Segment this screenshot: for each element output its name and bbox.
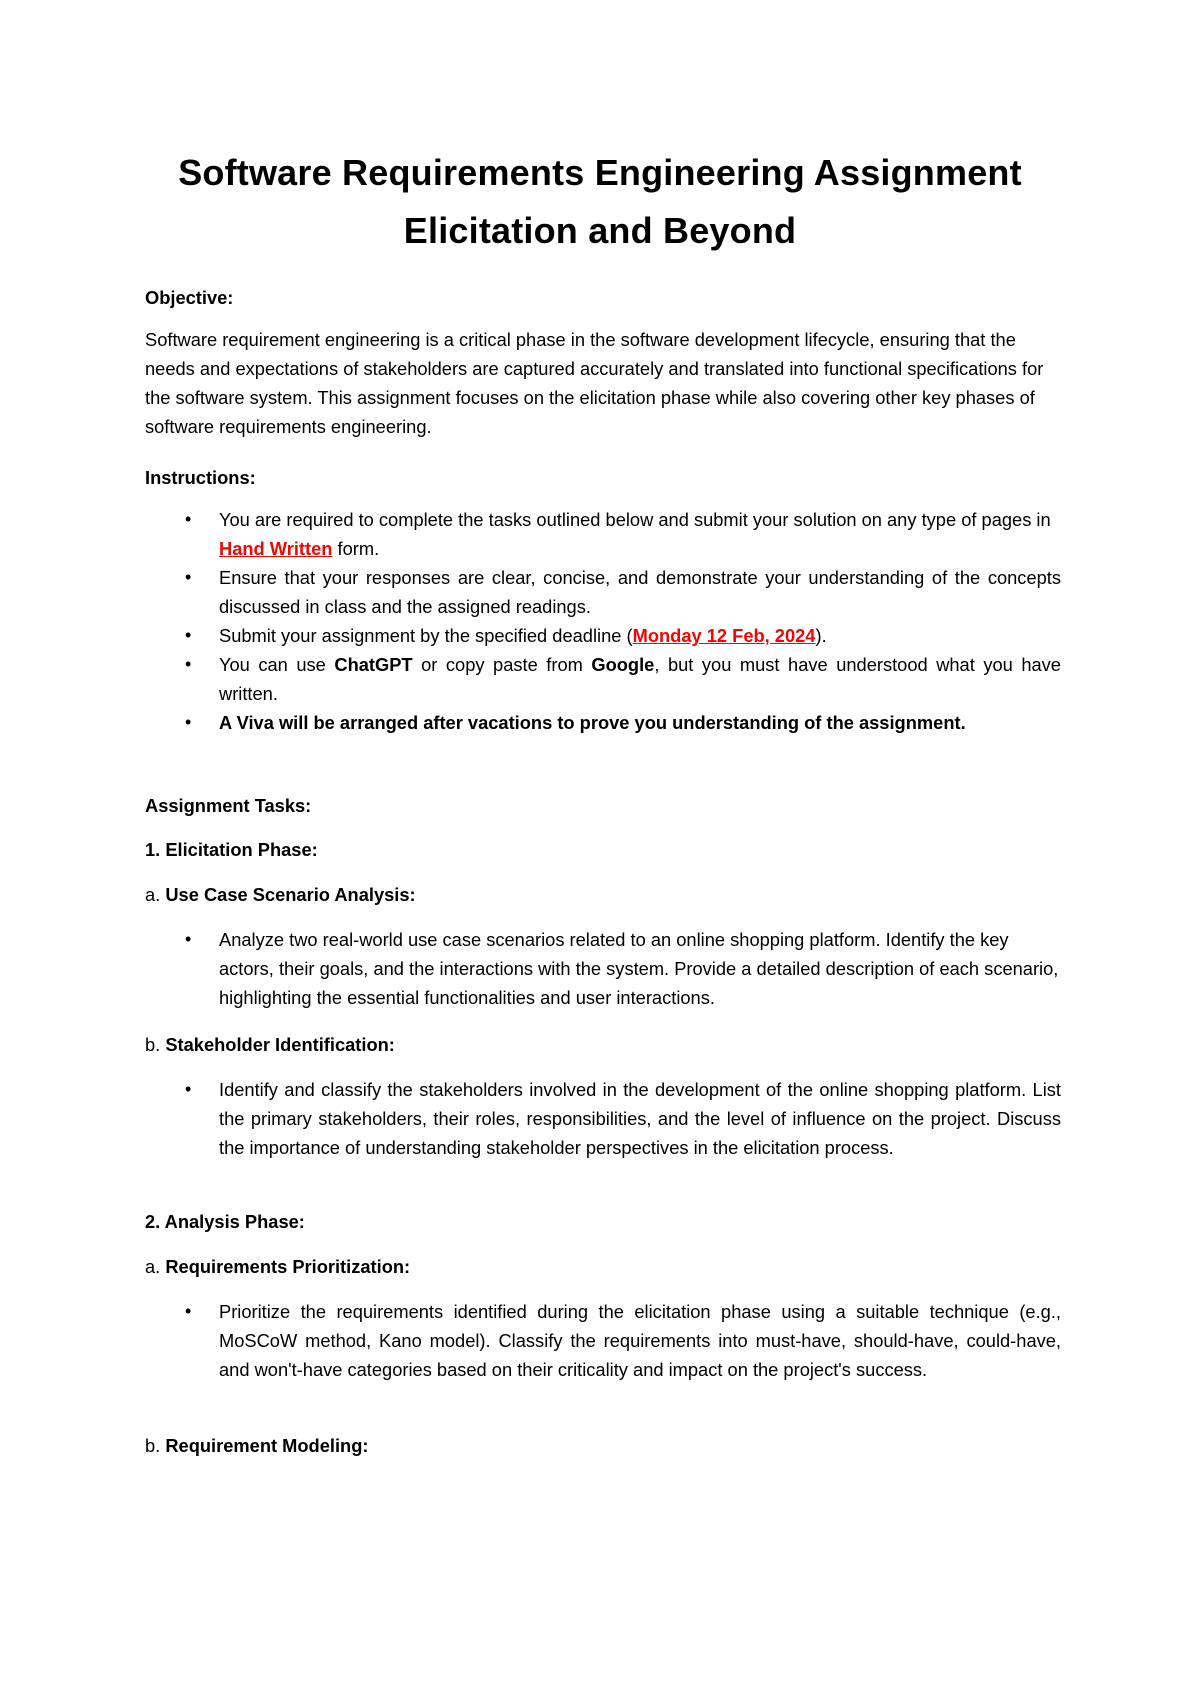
- prioritization-heading: a. Requirements Prioritization:: [145, 1256, 411, 1277]
- assignment-tasks-heading: Assignment Tasks:: [145, 795, 312, 816]
- instruction-text: ).: [815, 625, 827, 646]
- instruction-text: or copy paste from: [412, 654, 592, 675]
- hand-written-highlight: Hand Written: [219, 538, 333, 559]
- title-line-1: Software Requirements Engineering Assignment: [178, 152, 1022, 193]
- list-item: [145, 505, 1061, 563]
- bullet-icon: •: [185, 654, 192, 674]
- use-case-list: [145, 925, 1061, 1012]
- google-bold: Google: [591, 654, 655, 675]
- instruction-text: Submit your assignment by the specified deadline (: [219, 625, 633, 646]
- objective-heading: Objective:: [145, 287, 234, 308]
- list-item: [145, 563, 1061, 621]
- list-item: [145, 708, 1061, 737]
- instruction-text: You can use: [219, 654, 335, 675]
- stakeholder-list: [145, 1075, 1061, 1162]
- instructions-list: [145, 505, 1061, 737]
- task-text: Identify and classify the stakeholders involved in the development of the online shopping platform. List the primary stakeholders, their roles, responsibilities, and the level of influence on the project. Discuss the importance of understanding stakeholder perspectives in the elicitation process.: [219, 1079, 1061, 1158]
- instructions-heading: Instructions:: [145, 467, 256, 488]
- use-case-heading: a. Use Case Scenario Analysis:: [145, 884, 416, 905]
- instruction-text: form.: [332, 538, 380, 559]
- list-item: [145, 925, 1061, 1012]
- instruction-text: Ensure that your responses are clear, concise, and demonstrate your understanding of the concepts discussed in class and the assigned readings.: [219, 567, 1061, 617]
- deadline-highlight: Monday 12 Feb, 2024: [632, 625, 816, 646]
- bullet-icon: •: [185, 567, 192, 587]
- chatgpt-bold: ChatGPT: [334, 654, 413, 675]
- bullet-icon: •: [185, 929, 192, 949]
- list-item: [145, 650, 1061, 708]
- task-text: Analyze two real-world use case scenarios related to an online shopping platform. Identify the key actors, their goals, and the interactions with the system. Provide a detailed description of each scenario, highlighting the essential functionalities and user interactions.: [219, 929, 1059, 1008]
- viva-notice: A Viva will be arranged after vacations to prove you understanding of the assignment.: [219, 712, 966, 733]
- elicitation-phase-heading: 1. Elicitation Phase:: [145, 839, 318, 860]
- list-item: [145, 1297, 1061, 1384]
- instruction-text: You are required to complete the tasks outlined below and submit your solution on any type of pages in: [219, 509, 1051, 530]
- task-text: Prioritize the requirements identified during the elicitation phase using a suitable technique (e.g., MoSCoW method, Kano model). Classify the requirements into must-have, should-have, could-have, and won't-have categories based on their criticality and impact on the project's success.: [219, 1301, 1061, 1380]
- title-line-2: Elicitation and Beyond: [403, 210, 797, 251]
- list-item: [145, 621, 1061, 650]
- modeling-heading: b. Requirement Modeling:: [145, 1435, 369, 1456]
- bullet-icon: •: [185, 625, 192, 645]
- bullet-icon: •: [185, 1301, 192, 1321]
- bullet-icon: •: [185, 712, 192, 732]
- prioritization-list: [145, 1297, 1061, 1384]
- stakeholder-heading: b. Stakeholder Identification:: [145, 1034, 395, 1055]
- analysis-phase-heading: 2. Analysis Phase:: [145, 1211, 305, 1232]
- list-item: [145, 1075, 1061, 1162]
- bullet-icon: •: [185, 509, 192, 529]
- instruction-text: , but you must have understood what you have written.: [219, 654, 1061, 704]
- bullet-icon: •: [185, 1079, 192, 1099]
- objective-paragraph: Software requirement engineering is a critical phase in the software development lifecycle, ensuring that the needs and expectations of stakeholders are captured accurately and translated into functional specifications for the software system. This assignment focuses on the elicitation phase while also covering other key phases of software requirements engineering.: [145, 329, 1044, 437]
